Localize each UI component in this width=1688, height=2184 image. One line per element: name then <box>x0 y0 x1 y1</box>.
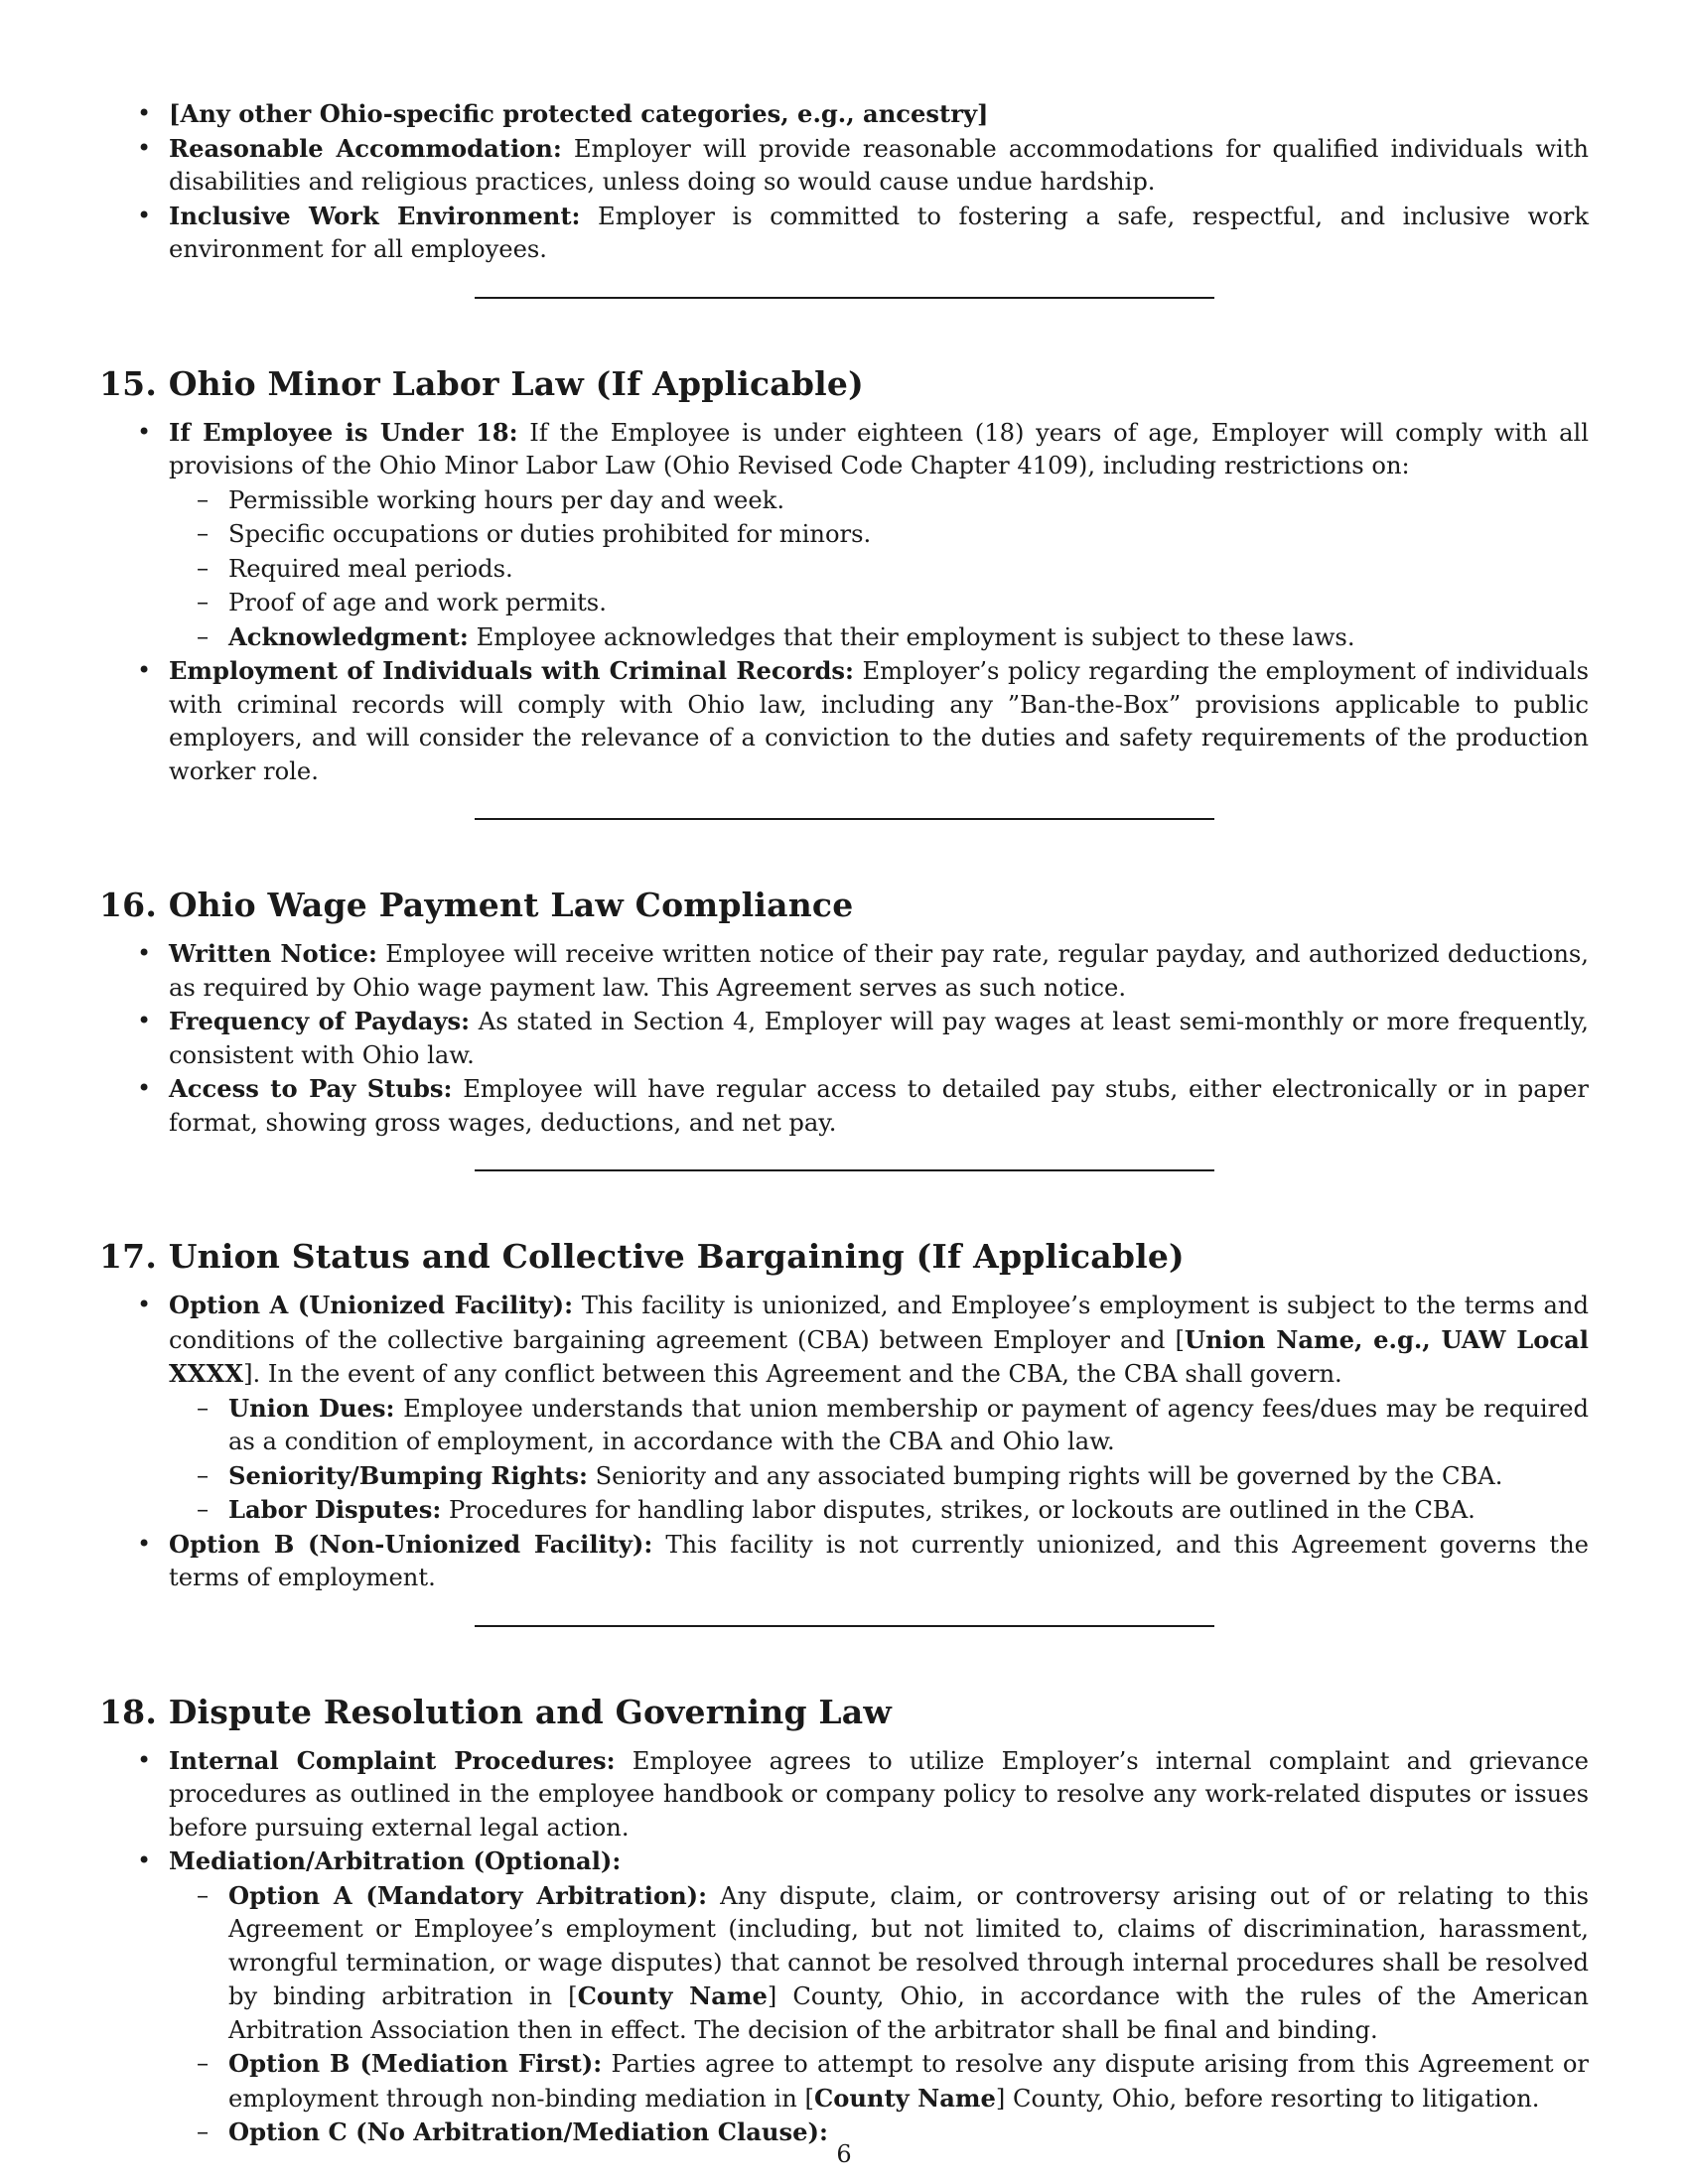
list-item: • Written Notice: Employee will receive written notice of their pay rate, regular payday, and authorized deductions, as required by Ohio wage payment law. This Agreement serves as such notice. <box>137 939 1589 1002</box>
section-16-list <box>99 937 1589 1140</box>
section-divider <box>99 267 1589 358</box>
sub-list-item: – Union Dues: Employee understands that union membership or payment of agency fees/dues may be required as a condition of employment, in accordance with the CBA and Ohio law. <box>197 1393 1589 1455</box>
sub-list-item: – Acknowledgment: Employee acknowledges that their employment is subject to these laws. <box>99 620 1589 655</box>
bullet-icon: • <box>137 1074 152 1102</box>
bullet-icon: • <box>137 939 152 967</box>
dash-icon: – <box>197 2049 210 2077</box>
section-18-list <box>99 1744 1589 2150</box>
list-item: • If Employee is Under 18: If the Employee is under eighteen (18) years of age, Employer will comply with all provisions of the Ohio Minor Labor Law (Ohio Revised Code Chapter 4109), including restrictions on: – Permissible working hours per day and week. – Specific occupations or duties prohibited for minors. – Required meal periods. – Proof of age and work permits. – Acknowledgment: Employee acknowledges that their employment is subject to these laws. <box>99 416 1589 655</box>
dash-icon: – <box>197 1495 210 1523</box>
sub-list <box>99 1879 1589 2150</box>
sub-list <box>99 483 1589 655</box>
section-17-list <box>99 1289 1589 1595</box>
dash-icon: – <box>197 553 210 582</box>
bullet-icon: • <box>137 1745 152 1774</box>
dash-icon: – <box>197 519 210 547</box>
list-item: • Mediation/Arbitration (Optional): – Option A (Mandatory Arbitration): Any dispute, claim, or controversy arising out of or relating to this Agreement or Employee’s employment (including, but not limited to, claims of discrimination, harassment, wrongful termination, or wage disputes) that cannot be resolved through internal procedures shall be resolved by binding arbitration in [County Name] County, Ohio, in accordance with the rules of the American Arbitration Association then in effect. The decision of the arbitrator shall be final and binding. – Option B (Mediation First): Parties agree to attempt to resolve any dispute arising from this Agreement or employment through non-binding mediation in [County Name] County, Ohio, before resorting to litigation. – Option C (No Arbitration/Mediation Clause): <box>99 1844 1589 2150</box>
sub-list-item: – Option A (Mandatory Arbitration): Any dispute, claim, or controversy arising out of or relating to this Agreement or Employee’s employment (including, but not limited to, claims of discrimination, harassment, wrongful termination, or wage disputes) that cannot be resolved through internal procedures shall be resolved by binding arbitration in [County Name] County, Ohio, in accordance with the rules of the American Arbitration Association then in effect. The decision of the arbitrator shall be final and binding. <box>197 1880 1590 2044</box>
dash-icon: – <box>197 484 210 513</box>
section-heading-18: 18. Dispute Resolution and Governing Law <box>99 1692 893 1731</box>
list-item: • [Any other Ohio-specific protected categories, e.g., ancestry] <box>99 97 1589 132</box>
bullet-icon: • <box>137 1529 152 1558</box>
dash-icon: – <box>197 1880 210 1909</box>
bullet-icon: • <box>137 133 152 162</box>
section-heading-15: 15. Ohio Minor Labor Law (If Applicable) <box>99 363 864 403</box>
sub-list-item: – Proof of age and work permits. <box>99 586 1589 620</box>
sub-list-item: – Labor Disputes: Procedures for handling labor disputes, strikes, or lockouts are outlined in the CBA. <box>99 1493 1589 1528</box>
bullet-icon: • <box>137 99 152 127</box>
list-item: • Employment of Individuals with Criminal Records: Employer’s policy regarding the employment of individuals with criminal records will comply with Ohio law, including any ”Ban-the-Box” provisions applicable to public employers, and will consider the relevance of a conviction to the duties and safety requirements of the production worker role. <box>137 656 1589 785</box>
dash-icon: – <box>197 1393 210 1422</box>
bullet-icon: • <box>137 1007 152 1034</box>
sub-list-item: – Specific occupations or duties prohibited for minors. <box>99 517 1589 552</box>
section-heading-17: 17. Union Status and Collective Bargaining (If Applicable) <box>99 1237 1185 1276</box>
list-item: • Reasonable Accommodation: Employer will provide reasonable accommodations for qualified individuals with disabilities and religious practices, unless doing so would cause undue hardship. <box>137 133 1589 196</box>
section-divider <box>99 788 1589 880</box>
list-item: • Frequency of Paydays: As stated in Section 4, Employer will pay wages at least semi-monthly or more frequently, consistent with Ohio law. <box>137 1007 1589 1069</box>
section-divider <box>99 1140 1589 1231</box>
sub-list <box>99 1392 1589 1528</box>
list-item: • Option B (Non-Unionized Facility): This facility is not currently unionized, and this Agreement governs the terms of employment. <box>137 1529 1589 1591</box>
list-item: • Inclusive Work Environment: Employer is committed to fostering a safe, respectful, and inclusive work environment for all employees. <box>137 201 1589 263</box>
sub-list-item: – Required meal periods. <box>99 552 1589 587</box>
list-item: • Access to Pay Stubs: Employee will have regular access to detailed pay stubs, either electronically or in paper format, showing gross wages, deductions, and net pay. <box>137 1074 1589 1137</box>
sub-list-item: – Seniority/Bumping Rights: Seniority and any associated bumping rights will be governed by the CBA. <box>99 1459 1589 1494</box>
sub-list-item: – Option C (No Arbitration/Mediation Clause): <box>99 2116 1589 2150</box>
dash-icon: – <box>197 2117 210 2145</box>
page-number: 6 <box>836 2140 852 2168</box>
section-heading-16: 16. Ohio Wage Payment Law Compliance <box>99 886 854 924</box>
section-15-list <box>99 416 1589 789</box>
bullet-icon: • <box>137 201 152 229</box>
bullet-icon: • <box>137 1846 152 1874</box>
dash-icon: – <box>197 588 210 615</box>
dash-icon: – <box>197 1460 210 1489</box>
bullet-icon: • <box>137 656 152 684</box>
list-item: • Internal Complaint Procedures: Employee agrees to utilize Employer’s internal complaint and grievance procedures as outlined in the employee handbook or company policy to resolve any work-related disputes or issues before pursuing external legal action. <box>137 1745 1589 1842</box>
section-divider <box>99 1595 1589 1687</box>
sub-list-item: – Permissible working hours per day and week. <box>99 483 1589 518</box>
page-content <box>99 97 1589 2150</box>
sub-list-item: – Option B (Mediation First): Parties agree to attempt to resolve any dispute arising from this Agreement or employment through non-binding mediation in [County Name] County, Ohio, before resorting to litigation. <box>197 2049 1589 2113</box>
list-item: • Option A (Unionized Facility): This facility is unionized, and Employee’s employment is subject to the terms and conditions of the collective bargaining agreement (CBA) between Employer and [Union Name, e.g., UAW Local XXXX]. In the event of any conflict between this Agreement and the CBA, the CBA shall govern. – Union Dues: Employee understands that union membership or payment of agency fees/dues may be required as a condition of employment, in accordance with the CBA and Ohio law. – Seniority/Bumping Rights: Seniority and any associated bumping rights will be governed by the CBA. – Labor Disputes: Procedures for handling labor disputes, strikes, or lockouts are outlined in the CBA. <box>99 1289 1589 1528</box>
dash-icon: – <box>197 621 210 650</box>
protected-categories-list <box>99 97 1589 267</box>
bullet-icon: • <box>137 417 152 446</box>
bullet-icon: • <box>137 1291 152 1318</box>
